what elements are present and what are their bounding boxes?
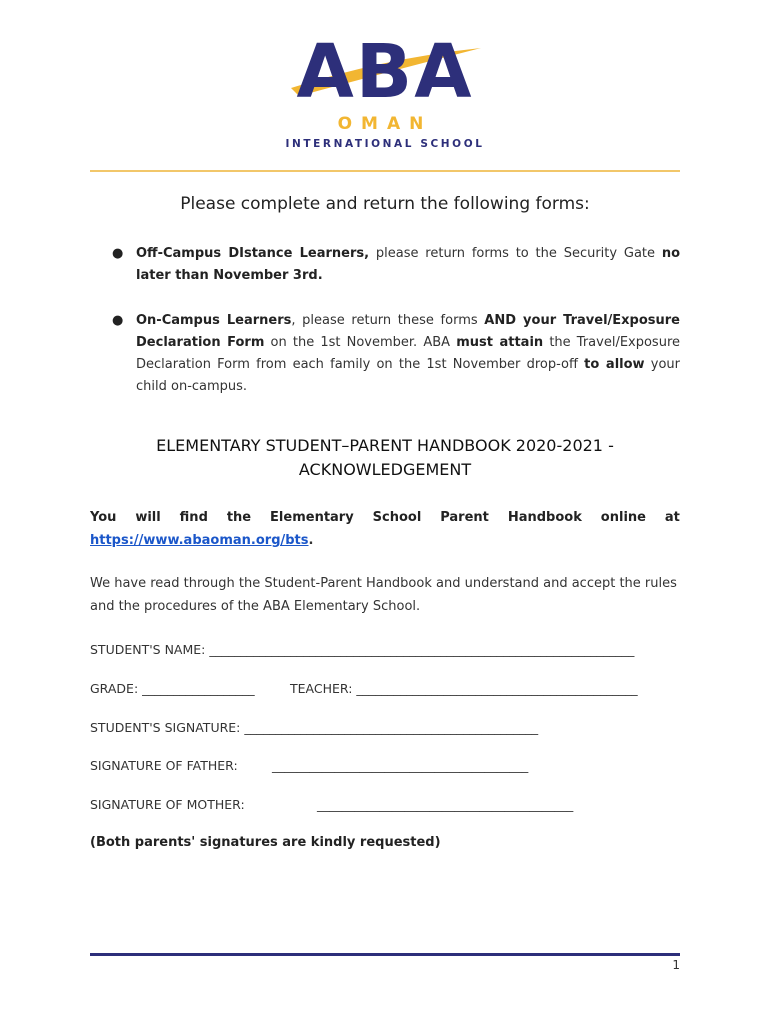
bullet-oncampus-text3: the Travel/Exposure Declaration Form from each family on the 1st November drop-off [136,335,681,372]
page-number: 1 [672,958,680,972]
handbook-title [90,434,680,482]
father-signature-line[interactable]: _________________________________________ [272,758,529,773]
handbook-paragraph [90,506,680,552]
bullet-oncampus-bold4: to allow [584,357,645,372]
word: online [600,510,646,525]
word: Handbook [507,510,582,525]
word: Parent [440,510,489,525]
handbook-period: . [308,533,314,548]
word: School [372,510,422,525]
footer-divider [90,953,680,956]
handbook-sentence [90,506,680,529]
bullet-oncampus [136,310,680,398]
school-logo [285,29,485,155]
student-signature-field[interactable]: STUDENT'S SIGNATURE: _______________________________________________ [90,720,539,735]
bullet-offcampus-deadline: no later than November 3rd. [136,246,680,283]
word: at [664,510,680,525]
header-divider [90,170,680,172]
bullet-offcampus-lead: Off-Campus DIstance Learners, [136,246,370,261]
father-signature-label: SIGNATURE OF FATHER: [90,758,238,773]
word: will [135,510,161,525]
signature-note: (Both parents' signatures are kindly requested) [90,835,441,850]
word: the [226,510,252,525]
word: find [179,510,208,525]
handbook-title-line1: ELEMENTARY STUDENT–PARENT HANDBOOK 2020-2021 - [156,436,614,455]
bullet-oncampus-lead: On-Campus Learners [136,313,292,328]
mother-signature-line[interactable]: _________________________________________ [317,797,574,812]
logo-oman-text: OMAN [337,114,433,134]
bullet-offcampus [136,243,680,287]
logo-school-text: INTERNATIONAL SCHOOL [285,138,485,150]
grade-field[interactable]: GRADE: __________________ [90,681,255,696]
logo-aba-text: ABA [296,29,474,115]
word: Elementary [270,510,354,525]
agreement-text: We have read through the Student-Parent Handbook and understand and accept the rules and the procedures of the ABA Elementary School. [90,576,677,614]
bullet-oncampus-text2: on the 1st November. ABA [264,335,457,350]
bullet-dot-icon: ● [112,246,124,261]
forms-heading: Please complete and return the following forms: [180,194,590,214]
bullet-oncampus-bold2: AND your Travel/Exposure Declaration Form [136,313,680,350]
word: You [90,510,117,525]
bullet-dot-icon: ● [112,313,124,328]
bullet-oncampus-text4: your child on-campus. [136,357,680,394]
bullet-oncampus-text1: , please return these forms [291,313,485,328]
bullet-offcampus-text: please return forms to the Security Gate [369,246,662,261]
handbook-link[interactable]: https://www.abaoman.org/bts [90,533,309,548]
mother-signature-label: SIGNATURE OF MOTHER: [90,797,245,812]
teacher-field[interactable]: TEACHER: _____________________________________________ [290,681,638,696]
student-name-field[interactable]: STUDENT'S NAME: ____________________________________________________________________ [90,642,635,657]
bullet-oncampus-bold3: must attain [456,335,544,350]
handbook-title-line2: ACKNOWLEDGEMENT [298,460,472,479]
